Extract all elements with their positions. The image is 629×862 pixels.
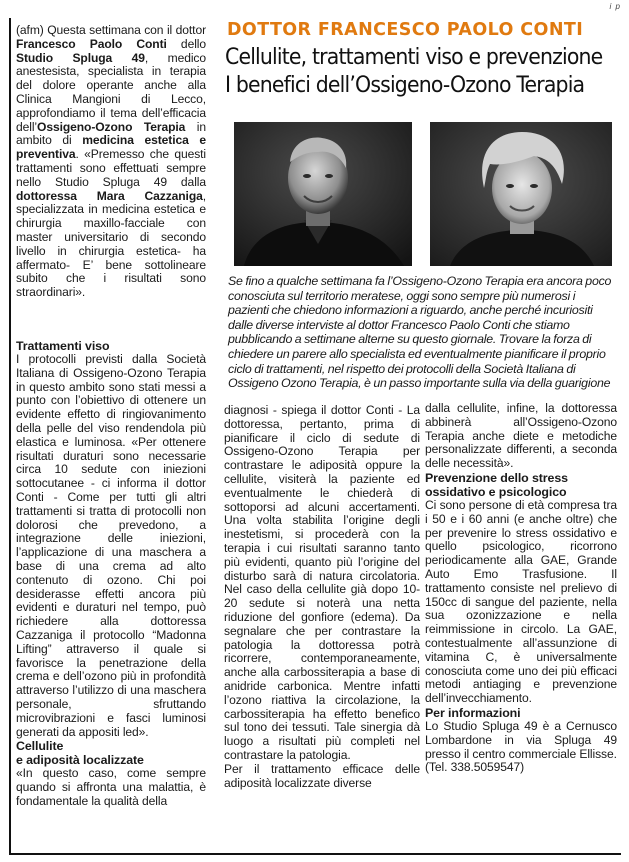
subhead-adiposita: e adiposità localizzate	[16, 753, 144, 768]
phone-number: (Tel. 338.5059547)	[425, 760, 525, 775]
article-column-1-bottom	[16, 339, 206, 809]
paragraph-cellulite-start: «In questo caso, come sempre quando si affronta una malattia, è fondamentale la qualità della	[16, 766, 206, 808]
title-line-2: I benefici dell’Ossigeno-Ozono Terapia	[225, 73, 585, 98]
article-title	[225, 44, 603, 100]
article-column-1-top	[16, 24, 206, 300]
page-bottom-rule	[9, 853, 621, 855]
author-banner: DOTTOR FRANCESCO PAOLO CONTI	[227, 20, 584, 40]
paragraph-prevenzione: Ci sono persone di età compresa tra i 50 e i 60 anni (e anche oltre) che per prevenire lo stress ossidativo e quello psicologico, ricorrono periodicamente alla GAE, Grande Auto Emo Trasfusione. Il trattamento consiste nel prelievo di 150cc di sangue del paziente, nella sua ozonizzazione e nella reimmissione in circolo. La GAE, contestualmente all’assunzione di vitamina C, è universalmente conosciuta come uno dei più efficaci metodi antiaging e prevenzione dell’invecchiamento.	[425, 497, 617, 706]
subhead-prevenzione: Prevenzione dello stress ossidativo e psicologico	[425, 470, 568, 499]
doctor-female-portrait-photo	[430, 122, 612, 266]
paragraph-cellulite-end: dalla cellulite, infine, la dottoressa abbinerà all’Ossigeno-Ozono Terapia anche diete e metodiche personalizzate differenti, a seconda delle necessità».	[425, 401, 617, 471]
page-left-rule	[9, 18, 11, 854]
doctor-portrait-photo	[234, 122, 412, 266]
paragraph-diagnosi: diagnosi - spiega il dottor Conti - La dottoressa, pertanto, prima di pianificare il ciclo di sedute di Ossigeno-Ozono Terapia per contrastare le adiposità oppure la cellulite, visiterà la paziente ed eventualmente le chiederà di sottoporsi ad alcuni accertamenti. Una volta stabilita l’origine degli inestetismi, si procederà con la terapia i cui risultati saranno tanto più evidenti, quanto più l’origine del disturbo sarà di natura circolatoria. Nel caso della cellulite già dopo 10-20 sedute si noterà una netta riduzione del gonfiore (edema). Da segnalare che per contrastare la patologia la dottoressa potrà ricorrere, contemporaneamente, anche alla carbossiterapia a base di anidride carbonica. Mentre infatti l’ozono riattiva la circolazione, la carbossiterapia ha effetto benefico sul tono dei tessuti. Tale sinergia dà luogo a risultati più completi nel contrastare la patologia.	[224, 403, 420, 762]
subhead-cellulite: Cellulite	[16, 739, 64, 754]
article-column-3	[425, 402, 617, 775]
subhead-informazioni: Per informazioni	[425, 705, 521, 720]
paragraph-informazioni: Lo Studio Spluga 49 è a Cernusco Lombardone in via Spluga 49 presso il centro commerciale Ellisse.	[425, 718, 617, 761]
paragraph-trattamenti-viso: I protocolli previsti dalla Società Italiana di Ossigeno-Ozono Terapia in questo ambito sono stati messi a punto con l’obiettivo di ottenere un evidente effetto di ringiovanimento della pelle del viso rendendola più elastica e luminosa. «Per ottenere risultati duraturi sono necessarie circa 10 sedute con iniezioni sottocutanee - ci informa il dottor Conti - Come per tutti gli altri trattamenti si tratta di protocolli non dolorosi che prevedono, a integrazione delle iniezioni, l’applicazione di una maschera a base di una crema ad alto contenuto di ozono. Chi poi desiderasse effetti ancora più evidenti e duraturi nel tempo, può richiedere alla dottoressa Cazzaniga il protocollo “Madonna Lifting” attraverso il quale si favorisce la penetrazione della crema e dell’ozono più in profondità attraverso l’utilizzo di una maschera personale, sfruttando microvibrazioni e fasci luminosi generati da appositi led».	[16, 352, 206, 739]
article-column-2	[224, 404, 420, 790]
corner-tag: i p	[609, 2, 621, 11]
woman-portrait-image	[430, 122, 612, 266]
title-line-1: Cellulite, trattamenti viso e prevenzione	[225, 45, 603, 70]
article-intro: Se fino a qualche settimana fa l’Ossigeno-Ozono Terapia era ancora poco conosciuta sul territorio meratese, oggi sono sempre più numerosi i pazienti che chiedono informazioni a riguardo, anche perché incuriositi dalle diverse interviste al dottor Francesco Paolo Conti che stiamo pubblicando a settimane alterne su questo giornale. Trovare la forza di chiedere un parere allo specialista ed eventualmente pianificare il proprio ciclo di trattamenti, nel rispetto dei protocolli della Società Italiana di Ossigeno Ozono Terapia, è un passo importante sulla via della guarigione	[228, 274, 612, 391]
subhead-trattamenti-viso: Trattamenti viso	[16, 339, 110, 353]
paragraph-adiposita-start: Per il trattamento efficace delle adiposità localizzate diverse	[224, 761, 420, 790]
opening-paragraph: (afm) Questa settimana con il dottor Francesco Paolo Conti dello Studio Spluga 49, medico anestesista, specialista in terapia del dolore operante anche alla Clinica Mangioni di Lecco, approfondiamo il tema dell’efficacia dell’Ossigeno-Ozono Terapia in ambito di medicina estetica e preventiva. «Premesso che questi trattamenti sono effettuati sempre nello Studio Spluga 49 dalla dottoressa Mara Cazzaniga, specializzata in medicina estetica e chirurgia maxillo-facciale con master universitario di secondo livello in chirurgia estetica- ha affermato- E’ bene sottolineare subito che i risultati sono straordinari».	[16, 23, 206, 300]
man-portrait-image	[234, 122, 412, 266]
